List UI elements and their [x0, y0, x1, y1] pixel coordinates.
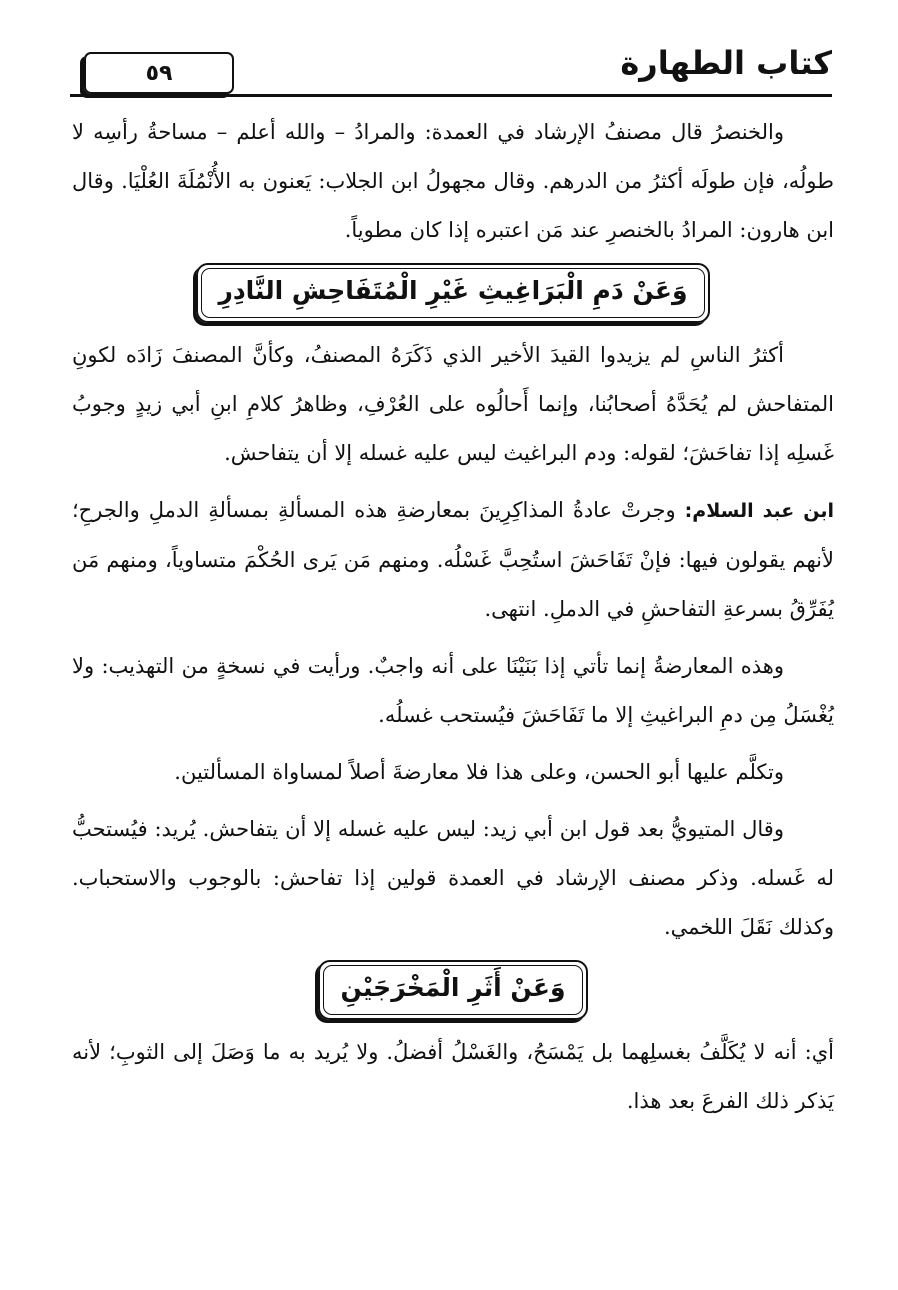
page-number-box [84, 52, 234, 94]
paragraph-1: والخنصرُ قال مصنفُ الإرشاد في العمدة: والمرادُ – والله أعلم – مساحةُ رأسِه لا طولُه، فإن طولَه أكثرُ من الدرهم. وقال مجهولُ ابن الجلاب: يَعنون به الأُنْمُلَةَ العُلْيَا. وقال ابن هارون: المرادُ بالخنصرِ عند مَن اعتبره إذا كان مطوياً. [72, 120, 834, 242]
book-title: كتاب الطهارة [620, 44, 832, 82]
heading-2: وَعَنْ أَثَرِ الْمَخْرَجَيْنِ [323, 965, 582, 1015]
header-rule [70, 94, 832, 97]
paragraph-2: أكثرُ الناسِ لم يزيدوا القيدَ الأخير الذي ذَكَرَهُ المصنفُ، وكأنَّ المصنفَ زَادَه لكونِ المتفاحش لم يُحَدَّهُ أصحابُنا، وإنما أَحالُوه على العُرْفِ، وظاهرُ كلامِ ابنِ أبي زيدٍ وجوبُ غَسلِه إذا تفاحَشَ؛ لقوله: ودم البراغيث ليس عليه غسله إلا أن يتفاحش. [72, 343, 834, 465]
heading-2-frame [318, 960, 587, 1020]
paragraph-7: أي: أنه لا يُكَلَّفُ بغسلِهما بل يَمْسَحُ، والغَسْلُ أفضلُ. ولا يُريد به ما وَصَلَ إلى الثوبِ؛ لأنه يَذكر ذلك الفرعَ بعد هذا. [72, 1040, 834, 1113]
paragraph-4: وهذه المعارضةُ إنما تأتي إذا بَنَيْنَا على أنه واجبٌ. ورأيت في نسخةٍ من التهذيب: ولا يُغْسَلُ مِن دمِ البراغيثِ إلا ما تَفَاحَشَ فيُستحب غسلُه. [72, 654, 834, 727]
heading-2-wrap [72, 960, 834, 1020]
heading-1-frame [196, 263, 709, 323]
page-body [72, 108, 834, 1134]
author-lead: ابن عبد السلام: [684, 500, 835, 522]
paragraph-6: وقال المتيويُّ بعد قول ابن أبي زيد: ليس عليه غسله إلا أن يتفاحش. يُريد: فيُستحبُّ له غَسله. وذكر مصنف الإرشاد في العمدة قولين إذا تفاحش: بالوجوب والاستحباب. وكذلك نَقَلَ اللخمي. [72, 817, 834, 939]
heading-1: وَعَنْ دَمِ الْبَرَاغِيثِ غَيْرِ الْمُتَفَاحِشِ النَّادِرِ [201, 268, 704, 318]
paragraph-3 [72, 486, 834, 634]
paragraph-3-text: وجرتْ عادةُ المذاكِرِينَ بمعارضةِ هذه المسألةِ بمسألةِ الدملِ والجرحِ؛ لأنهم يقولون فيها: فإنْ تَفَاحَشَ استُحِبَّ غَسْلُه. ومنهم مَن يَرى الحُكْمَ متساوياً، ومنهم مَن يُفَرِّقُ بسرعةِ التفاحشِ في الدملِ. انتهى. [72, 498, 834, 621]
page-header [70, 40, 832, 100]
page-number: ٥٩ [145, 60, 173, 86]
heading-1-wrap [72, 263, 834, 323]
paragraph-5: وتكلَّم عليها أبو الحسن، وعلى هذا فلا معارضةَ أصلاً لمساواة المسألتين. [174, 760, 784, 784]
